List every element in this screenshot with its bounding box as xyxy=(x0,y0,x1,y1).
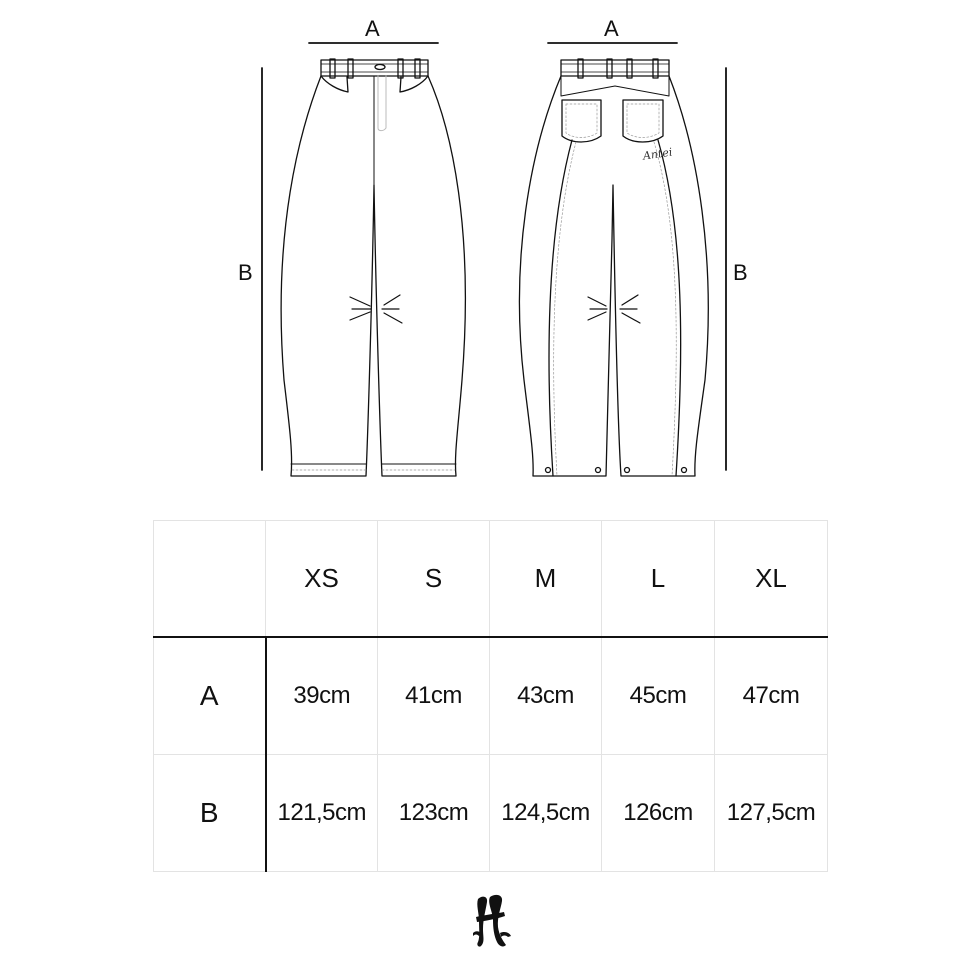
back-width-label: A xyxy=(604,16,619,41)
size-header-s: S xyxy=(378,521,490,638)
size-chart-table xyxy=(153,520,828,872)
back-script-embroidery: Antei xyxy=(642,145,674,163)
cell-b-xs: 121,5cm xyxy=(266,755,378,872)
cell-b-xl: 127,5cm xyxy=(715,755,828,872)
cell-a-l: 45cm xyxy=(602,637,715,755)
cell-b-l: 126cm xyxy=(602,755,715,872)
back-pants xyxy=(519,59,708,476)
size-header-m: M xyxy=(490,521,602,638)
cell-a-xs: 39cm xyxy=(266,637,378,755)
cell-b-m: 124,5cm xyxy=(490,755,602,872)
size-header-xl: XL xyxy=(715,521,828,638)
row-label-a: A xyxy=(154,637,266,755)
cell-a-s: 41cm xyxy=(378,637,490,755)
cell-b-s: 123cm xyxy=(378,755,490,872)
front-pants xyxy=(281,59,465,476)
front-length-label: B xyxy=(238,260,253,285)
cell-a-m: 43cm xyxy=(490,637,602,755)
size-header-l: L xyxy=(602,521,715,638)
table-row xyxy=(154,755,828,872)
size-header-row xyxy=(154,521,828,638)
cell-a-xl: 47cm xyxy=(715,637,828,755)
size-header-xs: XS xyxy=(266,521,378,638)
table-row xyxy=(154,637,828,755)
back-length-label: B xyxy=(733,260,748,285)
row-label-b: B xyxy=(154,755,266,872)
front-width-label: A xyxy=(365,16,380,41)
corner-cell xyxy=(154,521,266,638)
brand-monogram-icon xyxy=(470,893,514,949)
